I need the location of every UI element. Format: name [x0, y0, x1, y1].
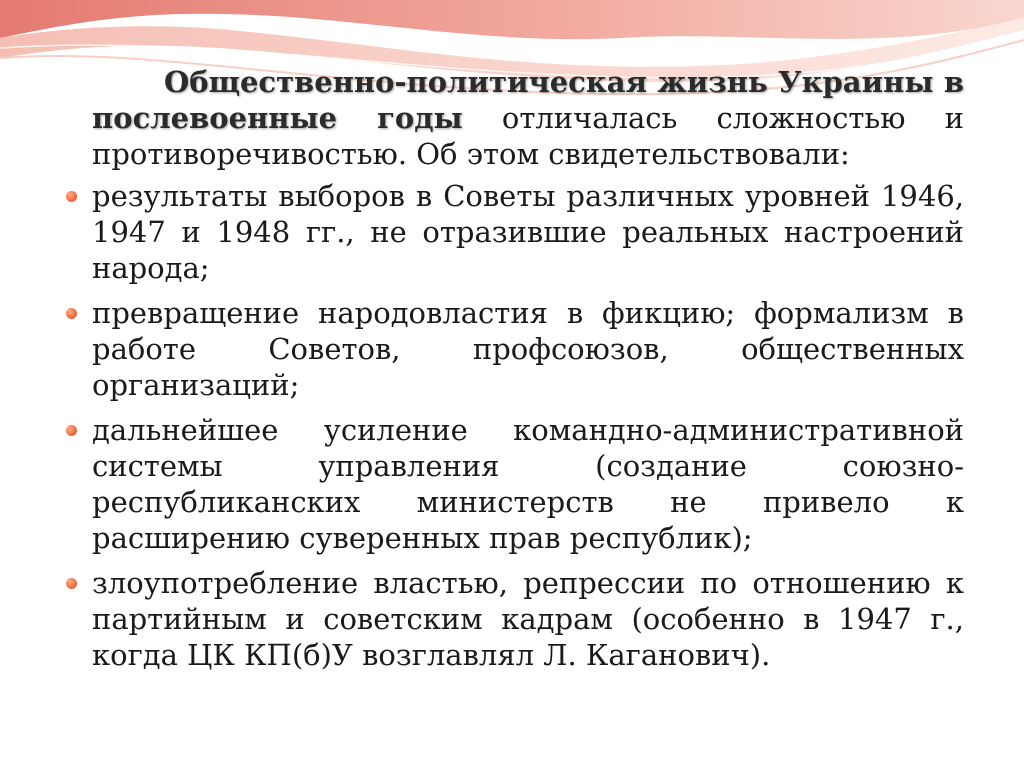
list-item-text: дальнейшее усиление командно-административной системы управления (создание союзно-республиканских министерств не привело к расширению суверенных прав республик); — [92, 413, 964, 555]
bullet-icon — [66, 308, 77, 319]
list-item — [62, 412, 964, 556]
bullet-icon — [66, 191, 77, 202]
list-item — [62, 565, 964, 673]
list-item-text: превращение народовластия в фикцию; формализм в работе Советов, профсоюзов, общественных организаций; — [92, 296, 964, 402]
list-item-text: злоупотребление властью, репрессии по отношению к партийным и советским кадрам (особенно в 1947 г., когда ЦК КП(б)У возглавлял Л. Каганович). — [92, 566, 964, 672]
list-item — [62, 295, 964, 403]
slide-content — [62, 64, 964, 682]
bullet-icon — [66, 425, 77, 436]
list-item-text: результаты выборов в Советы различных уровней 1946, 1947 и 1948 гг., не отразившие реальных настроений народа; — [92, 179, 964, 285]
list-item — [62, 178, 964, 286]
intro-rest: отличалась сложностью и противоречивостью. Об этом свидетельствовали: — [92, 101, 964, 171]
intro-paragraph — [92, 64, 964, 172]
bullet-icon — [66, 578, 77, 589]
bullet-list — [62, 178, 964, 673]
intro-highlight: Общественно-политическая жизнь Украины в послевоенные годы — [92, 65, 964, 135]
